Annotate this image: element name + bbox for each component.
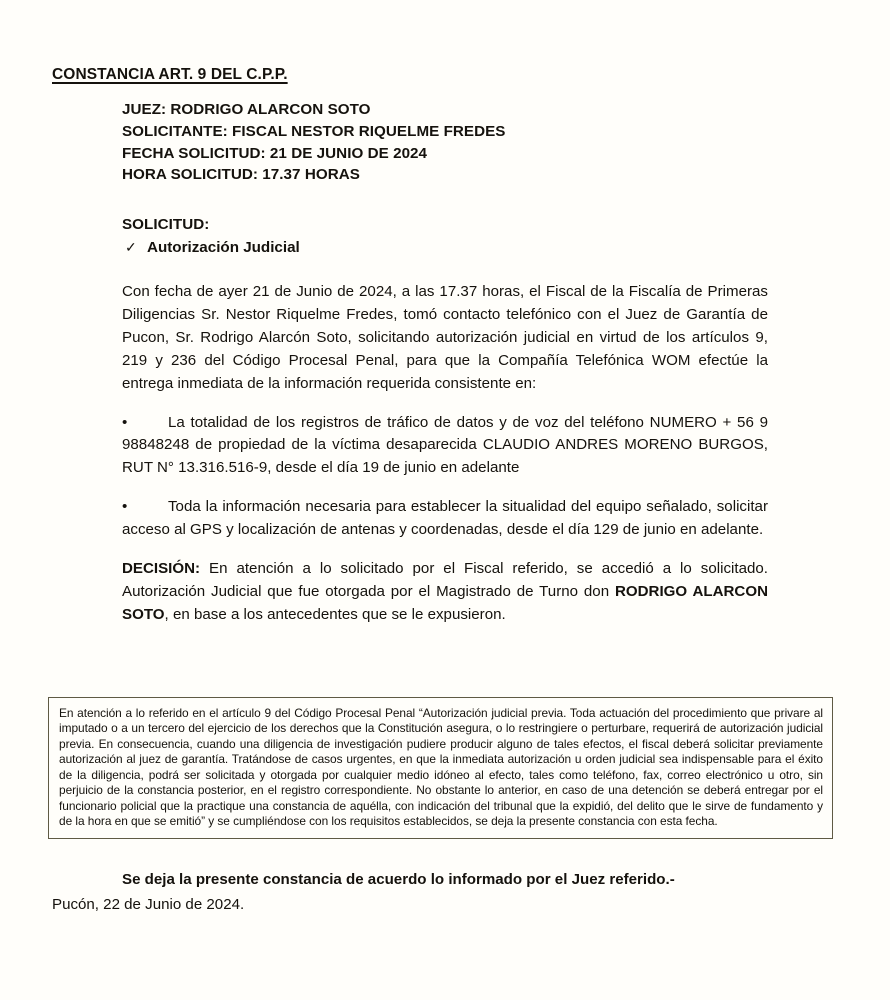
request-section-label: SOLICITUD:	[122, 216, 210, 233]
closing-statement: Se deja la presente constancia de acuerdo lo informado por el Juez referido.-	[122, 871, 675, 888]
bullet-item-2	[122, 496, 768, 542]
page-title: CONSTANCIA ART. 9 DEL C.P.P.	[52, 66, 288, 83]
bullet-item-1-text: La totalidad de los registros de tráfico de datos y de voz del teléfono NUMERO + 56 9 98848248 de propiedad de la víctima desaparecida CLAUDIO ANDRES MORENO BURGOS, RUT N° 13.316.516-9, desde el día 19 de junio en adelante	[122, 413, 768, 477]
decision-judge-name: RODRIGO ALARCON SOTO	[122, 582, 768, 623]
bullet-marker-icon: •	[122, 498, 128, 516]
judge-line: JUEZ: RODRIGO ALARCON SOTO	[122, 101, 371, 118]
intro-paragraph: Con fecha de ayer 21 de Junio de 2024, a las 17.37 horas, el Fiscal de la Fiscalía de Primeras Diligencias Sr. Nestor Riquelme Fredes, tomó contacto telefónico con el Juez de Garantía de Pucon, Sr. Rodrigo Alarcón Soto, solicitando autorización judicial en virtud de los artículos 9, 219 y 236 del Código Procesal Penal, para que la Compañía Telefónica WOM efectúe la entrega inmediata de la información requerida consistente en:	[122, 283, 768, 392]
place-and-date: Pucón, 22 de Junio de 2024.	[52, 896, 245, 913]
decision-text-part-2: , en base a los antecedentes que se le expusieron.	[164, 605, 506, 623]
decision-text-part-1: En atención a lo solicitado por el Fiscal referido, se accedió a lo solicitado. Autorización Judicial que fue otorgada por el Magistrado de Turno don	[122, 560, 768, 600]
request-date-line: FECHA SOLICITUD: 21 DE JUNIO DE 2024	[122, 144, 428, 162]
bullet-item-2-text: Toda la información necesaria para establecer la situalidad del equipo señalado, solicitar acceso al GPS y localización de antenas y coordenadas, desde el día 129 de junio en adelante.	[122, 498, 768, 539]
requester-line: SOLICITANTE: FISCAL NESTOR RIQUELME FREDES	[122, 122, 506, 140]
bullet-item-1	[122, 412, 768, 481]
bullet-marker-icon: •	[122, 413, 128, 431]
header-block	[122, 99, 506, 186]
decision-label: DECISIÓN:	[122, 560, 201, 578]
legal-quote-box	[48, 697, 833, 839]
request-item-label: Autorización Judicial	[147, 239, 300, 256]
request-item-row	[125, 239, 300, 256]
legal-quote-text: En atención a lo referido en el artículo 9 del Código Procesal Penal “Autorización judicial previa. Toda actuación del procedimiento que privare al imputado o a un tercero del ejercicio de los derechos que la Constitución asegura, o lo restringiere o perturbare, requerirá de autorización judicial previa. En consecuencia, cuando una diligencia de investigación pudiere producir alguno de tales efectos, el fiscal deberá solicitar previamente autorización al juez de garantía. Tratándose de casos urgentes, en que la inmediata autorización u orden judicial sea indispensable para el éxito de la diligencia, podrá ser solicitada y otorgada por cualquier medio idóneo al efecto, tales como teléfono, fax, correo electrónico u otro, sin perjuicio de la constancia posterior, en el registro correspondiente. No obstante lo anterior, en caso de una detención se deberá entregar por el funcionario policial que la practique una constancia de aquélla, con indicación del tribunal que la expidió, del delito que le sirve de fundamento y de la hora en que se emitió” y se cumpliéndose con los requisitos establecidos, se deja la presente constancia con esta fecha.	[59, 706, 823, 829]
request-time-line: HORA SOLICITUD: 17.37 HORAS	[122, 166, 360, 184]
document-body	[122, 281, 768, 627]
decision-paragraph	[122, 558, 768, 627]
check-icon: ✓	[125, 239, 137, 255]
